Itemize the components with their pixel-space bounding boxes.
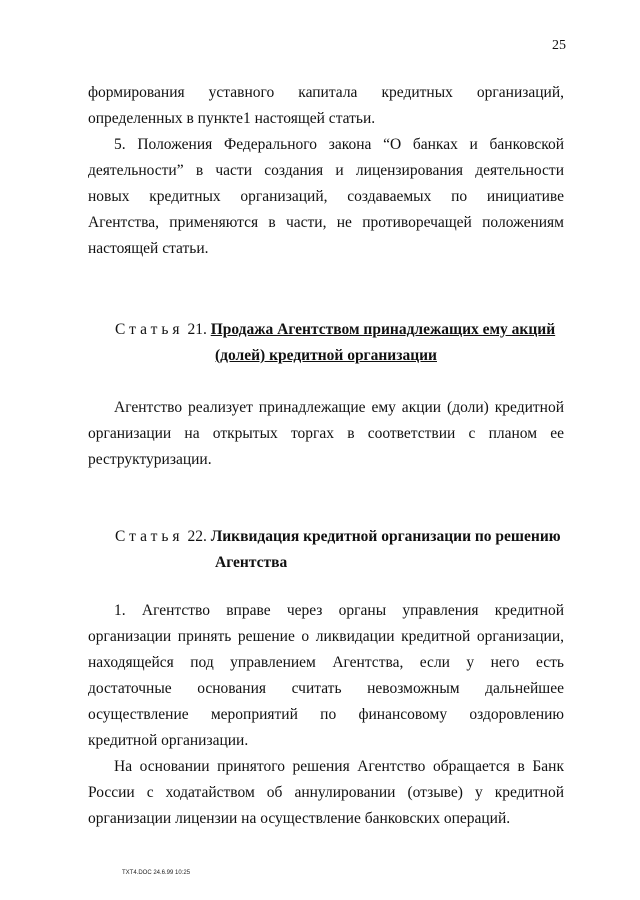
text-line: организации лицензии на осуществление банковских операций. [88,810,511,827]
article-title: Продажа Агентством принадлежащих ему акций [210,321,556,338]
text-line: новых кредитных организаций, создаваемых по инициативе [88,188,564,205]
page-number: 25 [552,38,566,53]
text-line: осуществление мероприятий по финансовому оздоровлению [88,706,564,723]
paragraph-3 [88,395,564,473]
text-line: кредитной организации. [88,732,249,749]
text-line: организации принять решение о ликвидации кредитной организации, [88,628,564,645]
footer-file-stamp: TXT4.DOC 24.6.99 10:25 [122,870,191,876]
paragraph-4 [88,598,564,754]
text-line: 1. Агентство вправе через органы управления кредитной [114,602,564,619]
article-number: 21. [187,321,207,338]
article-number: 22. [187,528,207,545]
text-line: Агентства, применяются в части, не противоречащей положениям [88,214,564,231]
article-22-heading-cont [215,550,287,576]
article-title: Ликвидация кредитной организации по решению [210,528,561,545]
text-line: На основании принятого решения Агентство обращается в Банк [114,758,564,775]
article-22-heading [115,524,561,550]
article-title: Агентства [215,554,288,571]
article-label: Статья [115,528,184,545]
text-line: достаточные основания считать невозможным дальнейшее [88,680,564,697]
article-21-heading-cont [215,343,437,369]
text-line: организации на открытых торгах в соответствии с планом ее [88,425,564,442]
text-line: реструктуризации. [88,451,212,468]
text-line: деятельности” в части создания и лицензирования деятельности [88,162,564,179]
text-line: определенных в пункте1 настоящей статьи. [88,110,376,127]
paragraph-1 [88,80,564,132]
article-title: (долей) кредитной организации [215,347,437,364]
text-line: 5. Положения Федерального закона “О банках и банковской [114,136,564,153]
text-line: России с ходатайством об аннулировании (отзыве) у кредитной [88,784,564,801]
text-line: Агентство реализует принадлежащие ему акции (доли) кредитной [114,399,564,416]
article-label: Статья [115,321,184,338]
text-line: настоящей статьи. [88,240,209,257]
article-21-heading [115,317,555,343]
paragraph-5 [88,754,564,832]
paragraph-2 [88,132,564,262]
text-line: находящейся под управлением Агентства, если у него есть [88,654,564,671]
text-line: формирования уставного капитала кредитных организаций, [88,84,564,101]
